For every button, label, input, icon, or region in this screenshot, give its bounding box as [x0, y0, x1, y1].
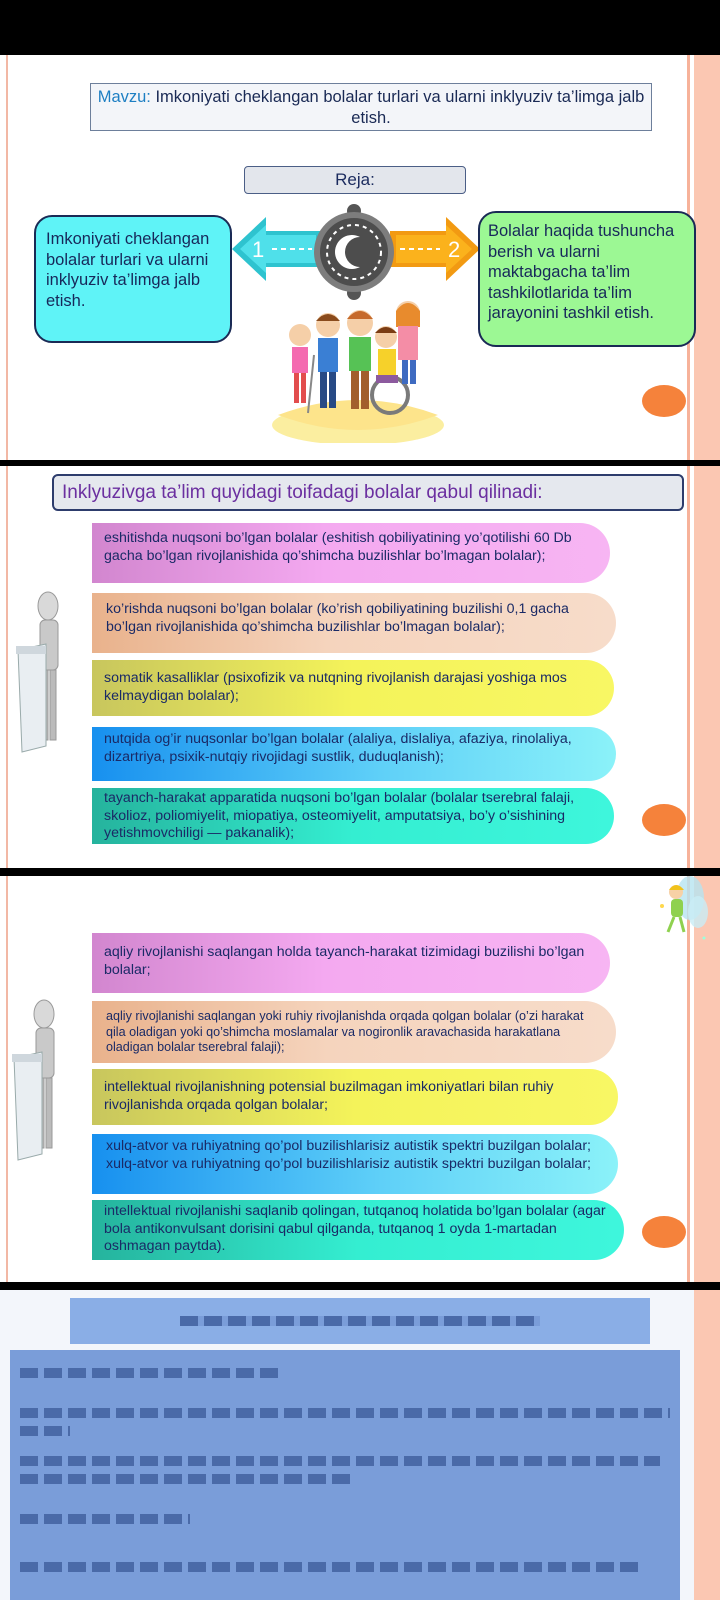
category-item-2: ko’rishda nuqsoni bo’lgan bolalar (ko’rish qobiliyatining buzilishi 0,1 gacha bo’lgan rivojlanishida qo’shimcha buzilishlar bo’lmagan bolalar); [92, 593, 616, 653]
topic-title [90, 83, 652, 131]
right-decor-bar [694, 55, 720, 460]
topic-title-text: Imkoniyati cheklangan bolalar turlari va ularni inklyuziv ta’limga jalb etish. [150, 88, 645, 127]
fairy-icon [654, 876, 712, 946]
arrow-left-icon [232, 217, 322, 281]
right-border-line [687, 466, 690, 868]
obscured-text [20, 1474, 350, 1484]
topic-title-key: Mavzu: [97, 88, 151, 106]
left-border-line [6, 876, 8, 1282]
slide-4-obscured [0, 1290, 720, 1600]
plan-item-1: Imkoniyati cheklangan bolalar turlari va ularni inklyuziv ta’limga jalb etish. [34, 215, 232, 343]
speaker-figure-icon [16, 586, 66, 756]
orange-dot [642, 804, 686, 836]
plan-item-2: Bolalar haqida tushuncha berish va ularni maktabgacha ta’lim tashkilotlarida ta’lim jarayonini tashkil etish. [478, 211, 696, 347]
roundabout-icon [312, 203, 396, 301]
arrow-right-icon [390, 217, 480, 281]
obscured-text [20, 1368, 280, 1378]
left-border-line [6, 55, 8, 460]
right-decor-bar [694, 466, 720, 868]
arrow-left-number: 1 [252, 237, 265, 262]
left-border-line [6, 466, 8, 868]
top-black-bar [0, 0, 720, 55]
category-item-4: nutqida og’ir nuqsonlar bo’lgan bolalar (alaliya, dislaliya, afaziya, rinolaliya, dizartriya, psixik-nutqiy rivojidagi sustlik, duduqlanish); [92, 727, 616, 781]
obscured-text [20, 1426, 70, 1436]
speaker-figure-icon [12, 994, 62, 1164]
obscured-text [20, 1562, 640, 1572]
obscured-text [180, 1316, 540, 1326]
slide-1 [0, 55, 720, 460]
orange-dot [642, 1216, 686, 1248]
category-item-7: aqliy rivojlanishi saqlangan yoki ruhiy rivojlanishda orqada qolgan bolalar (o’zi harakat qila oladigan yoki qo’shimcha moslamalar va nogironlik aravachasida harakatlana oladigan bolalar tserebral falaji); [92, 1001, 616, 1063]
category-item-8: intellektual rivojlanishning potensial buzilmagan imkoniyatlari bilan ruhiy rivojlanishda orqada qolgan bolalar; [92, 1069, 618, 1125]
category-item-6: aqliy rivojlanishi saqlangan holda tayanch-harakat tizimidagi buzilishi bo’lgan bolalar; [92, 933, 610, 993]
slide-2 [0, 466, 720, 868]
category-item-3: somatik kasalliklar (psixofizik va nutqning rivojlanish darajasi yoshiga mos kelmaydigan bolalar); [92, 660, 614, 716]
obscured-text [20, 1456, 660, 1466]
right-decor-bar [694, 1290, 720, 1600]
category-item-1: eshitishda nuqsoni bo’lgan bolalar (eshitish qobiliyatining yo’qotilishi 60 Db gacha bo’lgan rivojlanishida qo’shimcha buzilishlar bo’lmagan bolalar); [92, 523, 610, 583]
arrow-right-number: 2 [448, 237, 461, 262]
orange-dot [642, 385, 686, 417]
category-item-9: xulq-atvor va ruhiyatning qo’pol buzilishlarisiz autistik spektri buzilgan bolalar; xulq-atvor va ruhiyatning qo’pol buzilishlarisiz autistik spektri buzilgan bolalar; [92, 1134, 618, 1194]
obscured-text [20, 1408, 670, 1418]
slide-3 [0, 876, 720, 1282]
obscured-text [20, 1514, 190, 1524]
children-illustration-icon [268, 295, 448, 443]
category-item-5: tayanch-harakat apparatida nuqsoni bo’lgan bolalar (bolalar tserebral falaji, skolioz, poliomiyelit, miopatiya, osteomiyelit, amputatsiya, bo’y o’sishining yetishmovchiligi — pakanalik); [92, 788, 614, 844]
category-item-10: intellektual rivojlanishi saqlanib qolingan, tutqanoq holatida bo’lgan bolalar (agar bola antikonvulsant dorisini qabul qilganda, tutqanoq 1 oyda 1-martadan oshmagan paytda). [92, 1200, 624, 1260]
plan-label: Reja: [244, 166, 466, 194]
categories-heading: Inklyuzivga ta’lim quyidagi toifadagi bolalar qabul qilinadi: [52, 474, 684, 511]
